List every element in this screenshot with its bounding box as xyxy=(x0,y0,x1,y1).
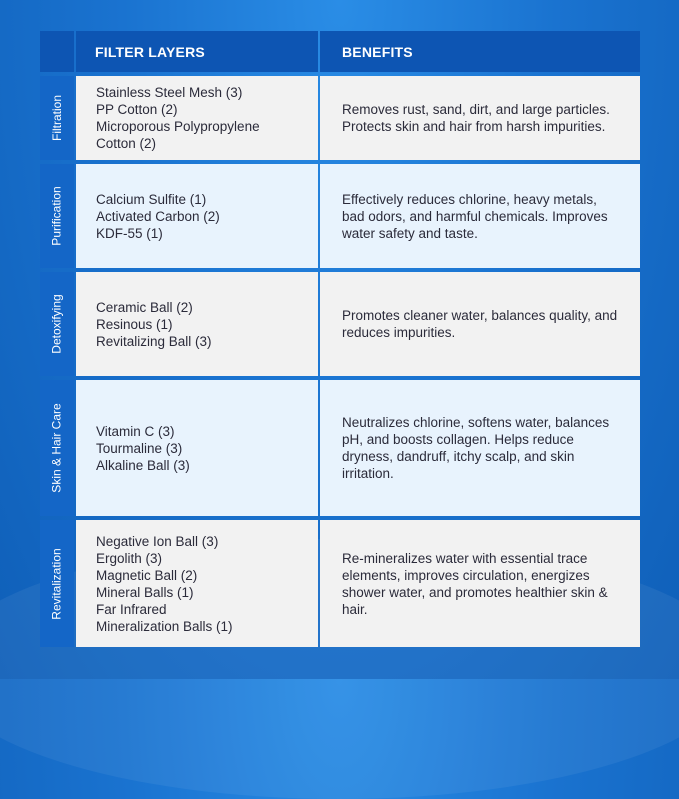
layer-item: Mineralization Balls (1) xyxy=(96,618,233,634)
header-corner xyxy=(40,31,74,72)
layer-item: Cotton (2) xyxy=(96,136,157,151)
layer-item: Revitalizing Ball (3) xyxy=(96,333,212,349)
layers-cell xyxy=(76,380,318,516)
layer-item: Stainless Steel Mesh (3) xyxy=(96,85,243,100)
layer-item: Ergolith (3) xyxy=(96,550,163,566)
layer-item: Resinous (1) xyxy=(96,316,173,332)
category-text: Skin & Hair Care xyxy=(50,403,64,493)
category-label xyxy=(40,520,74,647)
layer-item: Ceramic Ball (2) xyxy=(96,299,193,315)
layers-cell xyxy=(76,272,318,376)
layer-item: Magnetic Ball (2) xyxy=(96,567,198,583)
layer-item: Microporous Polypropylene xyxy=(96,119,260,134)
layer-item: Alkaline Ball (3) xyxy=(96,457,190,473)
benefit-cell xyxy=(320,520,640,647)
filter-layers-table xyxy=(40,31,638,645)
category-text: Revitalization xyxy=(50,547,64,620)
layer-item: Far Infrared xyxy=(96,601,167,617)
layer-item: Negative Ion Ball (3) xyxy=(96,533,219,549)
header-filter-layers: FILTER LAYERS xyxy=(76,31,318,72)
benefit-cell xyxy=(320,380,640,516)
category-text: Purification xyxy=(50,186,64,246)
benefit-cell xyxy=(320,76,640,160)
benefit-text: Neutralizes chlorine, softens water, balances pH, and boosts collagen. Helps reduce dryness, dandruff, itchy scalp, and skin irritation. xyxy=(342,415,610,481)
benefit-text: Removes rust, sand, dirt, and large particles. Protects skin and hair from harsh impurities. xyxy=(342,102,610,134)
layers-cell xyxy=(76,520,318,647)
layer-item: Vitamin C (3) xyxy=(96,423,175,439)
layer-item: PP Cotton (2) xyxy=(96,102,178,117)
benefit-text: Effectively reduces chlorine, heavy metals, bad odors, and harmful chemicals. Improves water safety and taste. xyxy=(342,191,608,241)
layers-cell xyxy=(76,76,318,160)
layer-item: KDF-55 (1) xyxy=(96,225,163,241)
category-label xyxy=(40,164,74,268)
layer-item: Tourmaline (3) xyxy=(96,440,183,456)
category-text: Filtration xyxy=(50,94,65,142)
layer-item: Mineral Balls (1) xyxy=(96,584,194,600)
benefit-cell xyxy=(320,164,640,268)
layer-item: Activated Carbon (2) xyxy=(96,208,220,224)
category-label xyxy=(40,272,74,376)
category-label xyxy=(40,380,74,516)
benefit-cell xyxy=(320,272,640,376)
header-benefits: BENEFITS xyxy=(320,31,640,72)
layers-cell xyxy=(76,164,318,268)
category-text: Detoxifying xyxy=(50,294,64,354)
category-label xyxy=(40,76,74,160)
benefit-text: Promotes cleaner water, balances quality, and reduces impurities. xyxy=(342,308,618,340)
benefit-text: Re-mineralizes water with essential trace elements, improves circulation, energizes shower water, and promotes healthier skin & hair. xyxy=(342,550,608,617)
layer-item: Calcium Sulfite (1) xyxy=(96,191,207,207)
